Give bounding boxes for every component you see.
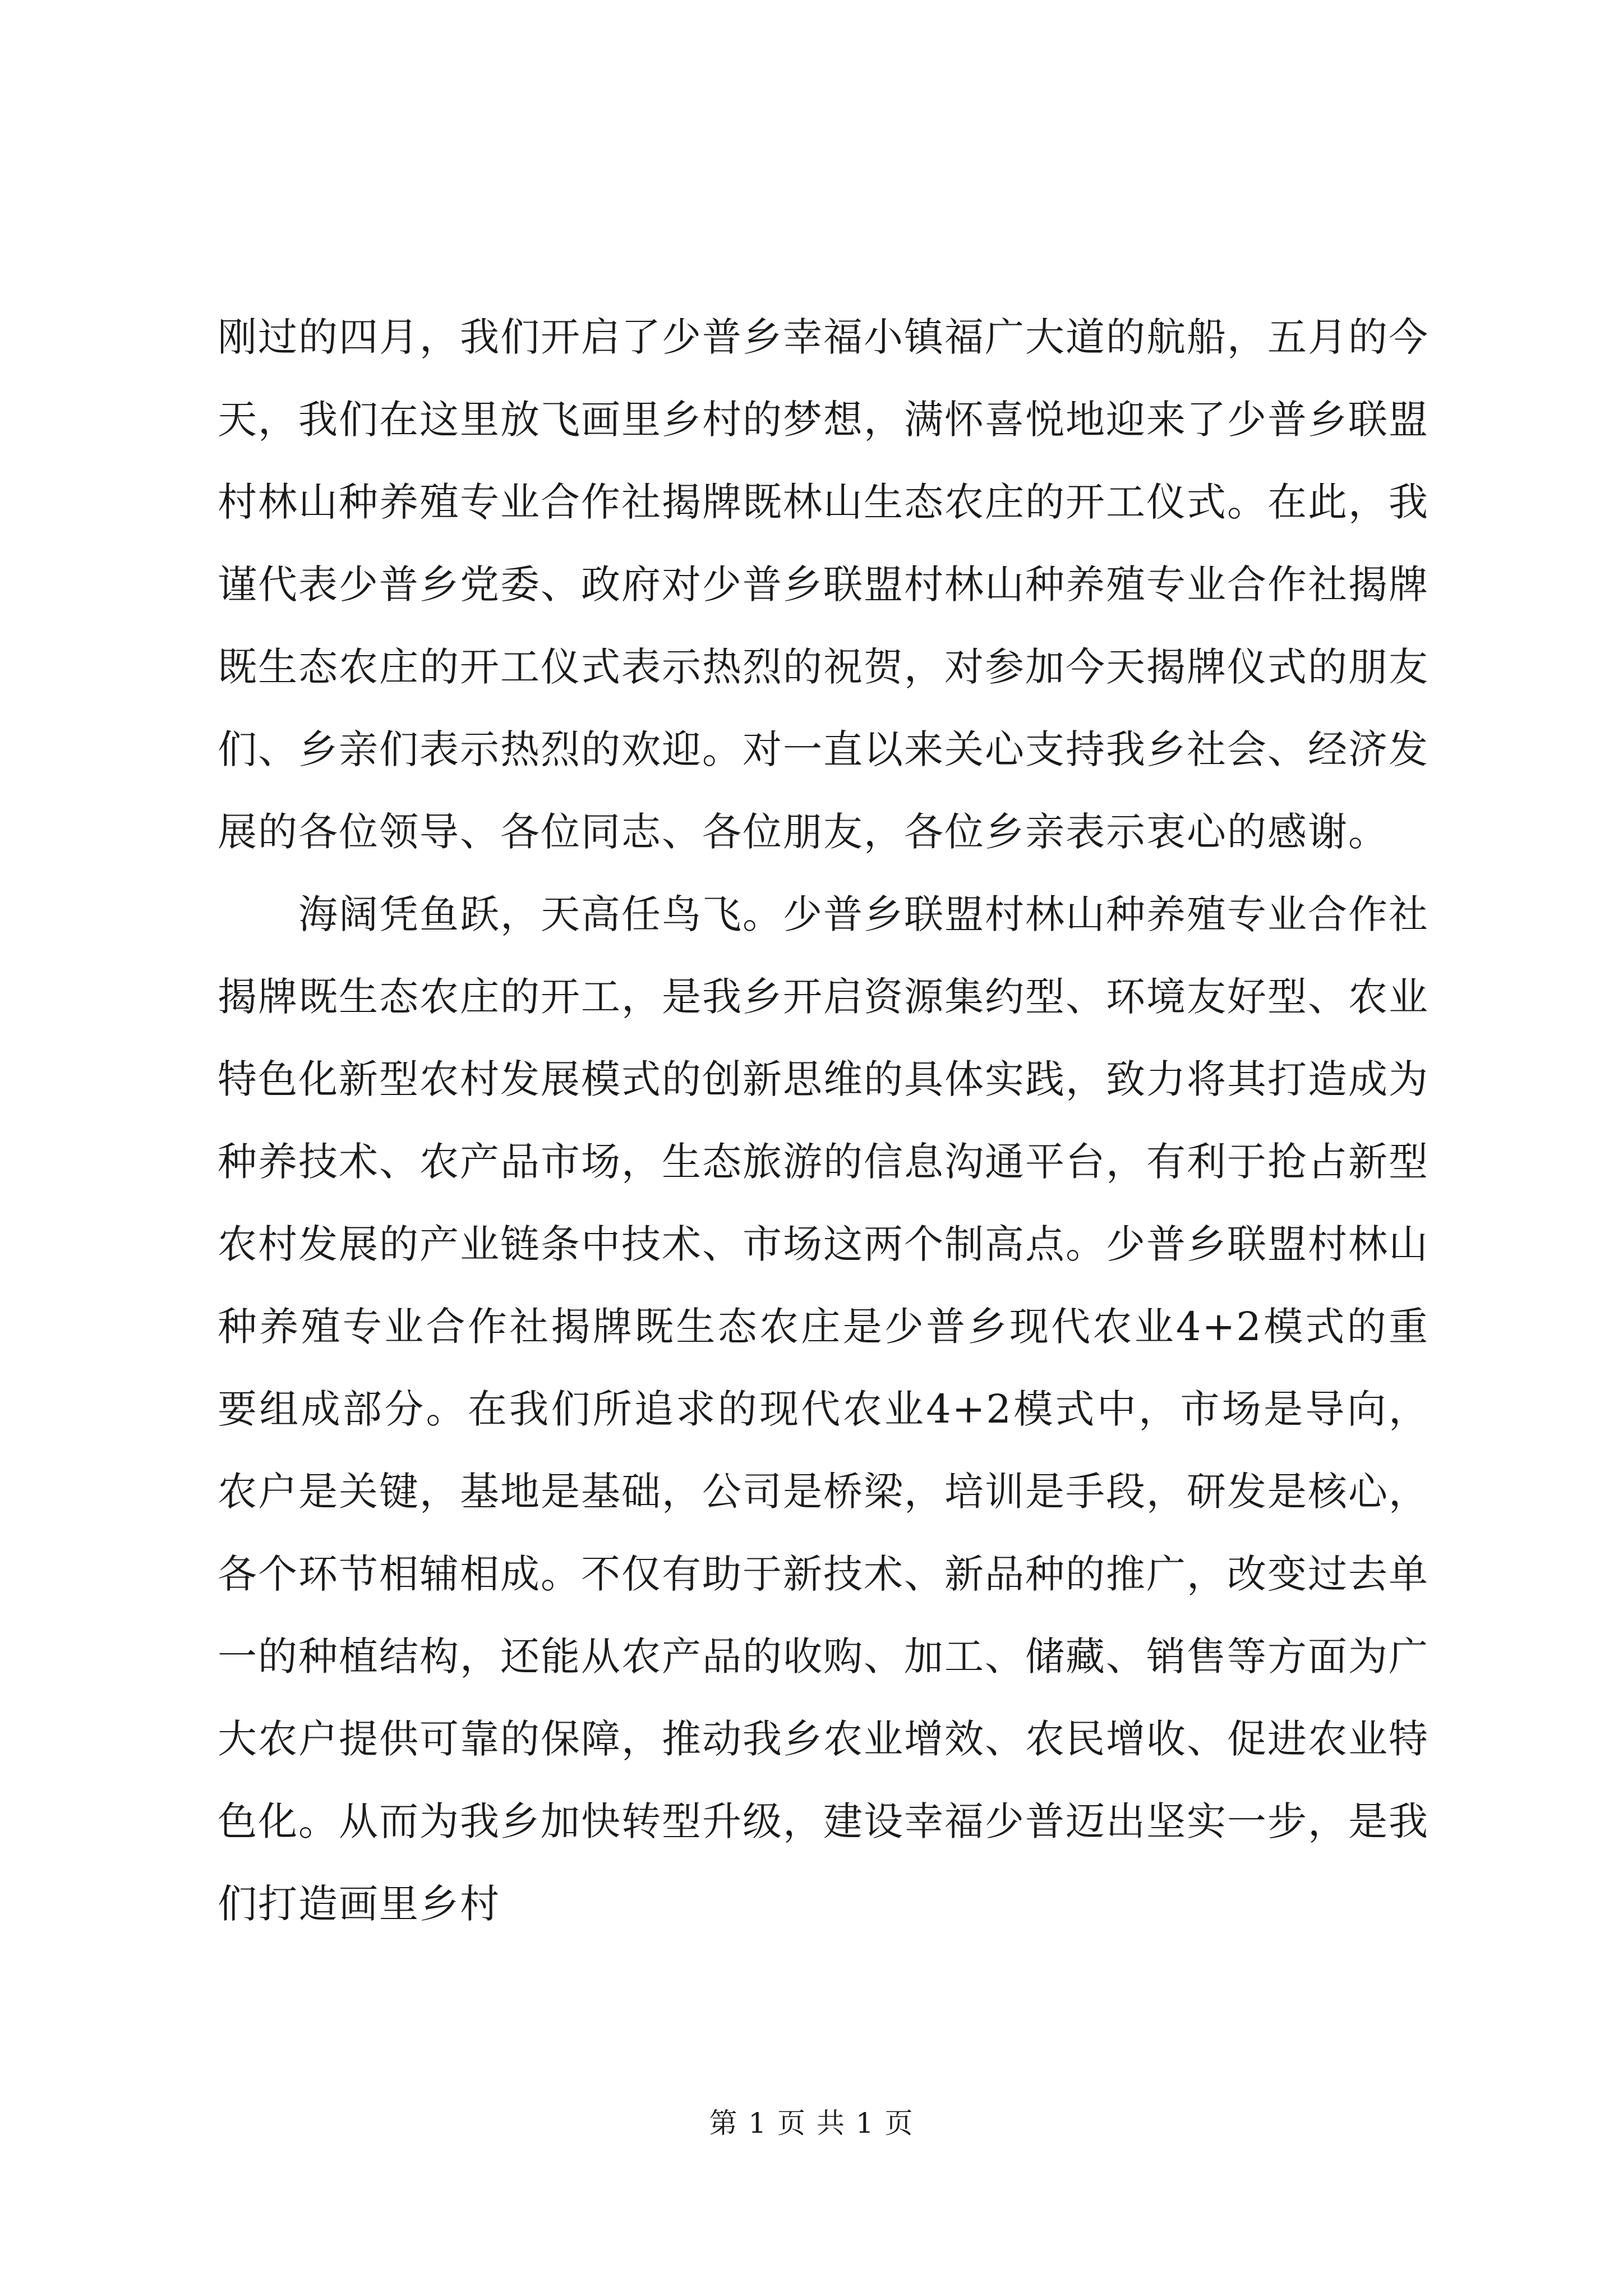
paragraph-2: 海阔凭鱼跃，天高任鸟飞。少普乡联盟村林山种养殖专业合作社揭牌既生态农庄的开工，是我乡开启资源集约型、环境友好型、农业特色化新型农村发展模式的创新思维的具体实践，致力将其打造成为种养技术、农产品市场，生态旅游的信息沟通平台，有利于抢占新型农村发展的产业链条中技术、市场这两个制高点。少普乡联盟村林山种养殖专业合作社揭牌既生态农庄是少普乡现代农业4+2模式的重要组成部分。在我们所追求的现代农业4+2模式中，市场是导向，农户是关键，基地是基础，公司是桥梁，培训是手段，研发是核心，各个环节相辅相成。不仅有助于新技术、新品种的推广，改变过去单一的种植结构，还能从农产品的收购、加工、储藏、销售等方面为广大农户提供可靠的保障，推动我乡农业增效、农民增收、促进农业特色化。从而为我乡加快转型升级，建设幸福少普迈出坚实一步，是我们打造画里乡村	[218, 891, 1429, 1927]
page-footer: 第 1 页 共 1 页	[709, 2107, 914, 2139]
document-body	[218, 296, 1429, 1945]
paragraph-1: 刚过的四月，我们开启了少普乡幸福小镇福广大道的航船，五月的今天，我们在这里放飞画里乡村的梦想，满怀喜悦地迎来了少普乡联盟村林山种养殖专业合作社揭牌既林山生态农庄的开工仪式。在此，我谨代表少普乡党委、政府对少普乡联盟村林山种养殖专业合作社揭牌既生态农庄的开工仪式表示热烈的祝贺，对参加今天揭牌仪式的朋友们、乡亲们表示热烈的欢迎。对一直以来关心支持我乡社会、经济发展的各位领导、各位同志、各位朋友，各位乡亲表示衷心的感谢。	[218, 314, 1429, 855]
